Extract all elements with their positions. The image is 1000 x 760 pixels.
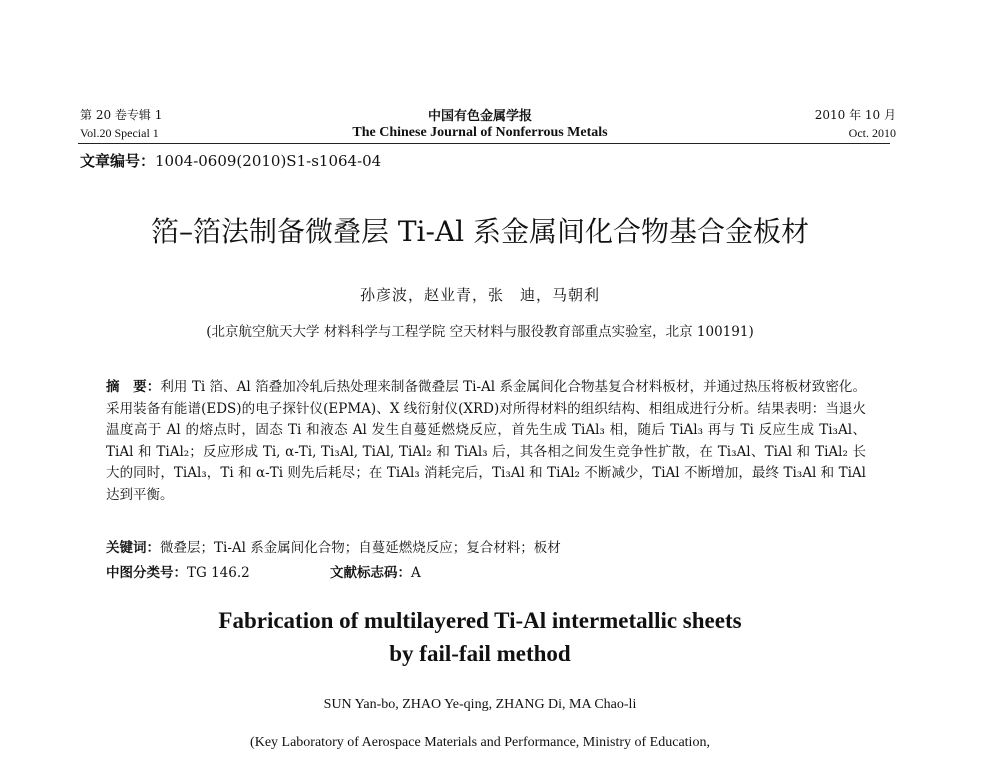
keywords-text: 微叠层；Ti-Al 系金属间化合物；自蔓延燃烧反应；复合材料；板材 bbox=[160, 540, 561, 556]
authors-en: SUN Yan-bo, ZHAO Ye-qing, ZHANG Di, MA Chao-li bbox=[323, 697, 637, 712]
title-en-line2: by fail-fail method bbox=[389, 641, 571, 666]
journal-title-en: The Chinese Journal of Nonferrous Metals bbox=[352, 125, 608, 140]
document-code bbox=[330, 561, 421, 581]
affiliation-en: (Key Laboratory of Aerospace Materials and Performance, Ministry of Education, bbox=[250, 735, 710, 750]
authors-zh: 孙彦波，赵业青，张 迪，马朝利 bbox=[359, 286, 600, 304]
article-number bbox=[80, 150, 381, 171]
journal-title-zh: 中国有色金属学报 bbox=[427, 109, 532, 124]
abstract-zh bbox=[106, 377, 866, 506]
title-zh: 箔–箔法制备微叠层 Ti-Al 系金属间化合物基合金板材 bbox=[150, 215, 810, 248]
document-code-value: A bbox=[411, 565, 421, 581]
issue-date-zh: 2010 年 10 月 bbox=[814, 108, 896, 122]
journal-volume-zh: 第 20 卷专辑 1 bbox=[80, 108, 163, 122]
article-number-label: 文章编号： bbox=[80, 152, 156, 170]
keywords-label: 关键词： bbox=[106, 540, 160, 556]
issue-date-en: Oct. 2010 bbox=[848, 126, 896, 140]
clc-number bbox=[106, 561, 250, 581]
clc-value: TG 146.2 bbox=[187, 565, 250, 581]
clc-label: 中图分类号： bbox=[106, 565, 187, 581]
title-en-line1: Fabrication of multilayered Ti-Al intermetallic sheets bbox=[218, 608, 742, 633]
abstract-text: 利用 Ti 箔、Al 箔叠加冷轧后热处理来制备微叠层 Ti-Al 系金属间化合物基复合材料板材，并通过热压将板材致密化。采用装备有能谱(EDS)的电子探针仪(EPMA)、X 线衍射仪(XRD)对所得材料的组织结构、相组成进行分析。结果表明：当退火温度高于 Al 的熔点时，固态 Ti 和液态 Al 发生自蔓延燃烧反应，首先生成 TiAl₃ 相，随后 TiAl₃ 再与 Ti 反应生成 Ti₃Al、TiAl 和 TiAl₂；反应形成 Ti, α-Ti, Ti₃Al, TiAl, TiAl₂ 和 TiAl₃ 后，其各相之间发生竞争性扩散，在 Ti₃Al、TiAl 和 TiAl₂ 长大的同时，TiAl₃，Ti 和 α-Ti 则先后耗尽；在 TiAl₃ 消耗完后，Ti₃Al 和 TiAl₂ 不断减少，TiAl 不断增加，最终 Ti₃Al 和 TiAl 达到平衡。 bbox=[106, 379, 866, 503]
title-en bbox=[0, 604, 960, 670]
document-code-label: 文献标志码： bbox=[330, 565, 411, 581]
abstract-label: 摘 要： bbox=[106, 379, 161, 395]
journal-volume-en: Vol.20 Special 1 bbox=[80, 126, 159, 140]
header-rule bbox=[78, 143, 890, 144]
keywords-zh bbox=[106, 536, 561, 556]
affiliation-zh: (北京航空航天大学 材料科学与工程学院 空天材料与服役教育部重点实验室，北京 100191) bbox=[206, 324, 754, 340]
article-number-value: 1004-0609(2010)S1-s1064-04 bbox=[155, 152, 382, 170]
